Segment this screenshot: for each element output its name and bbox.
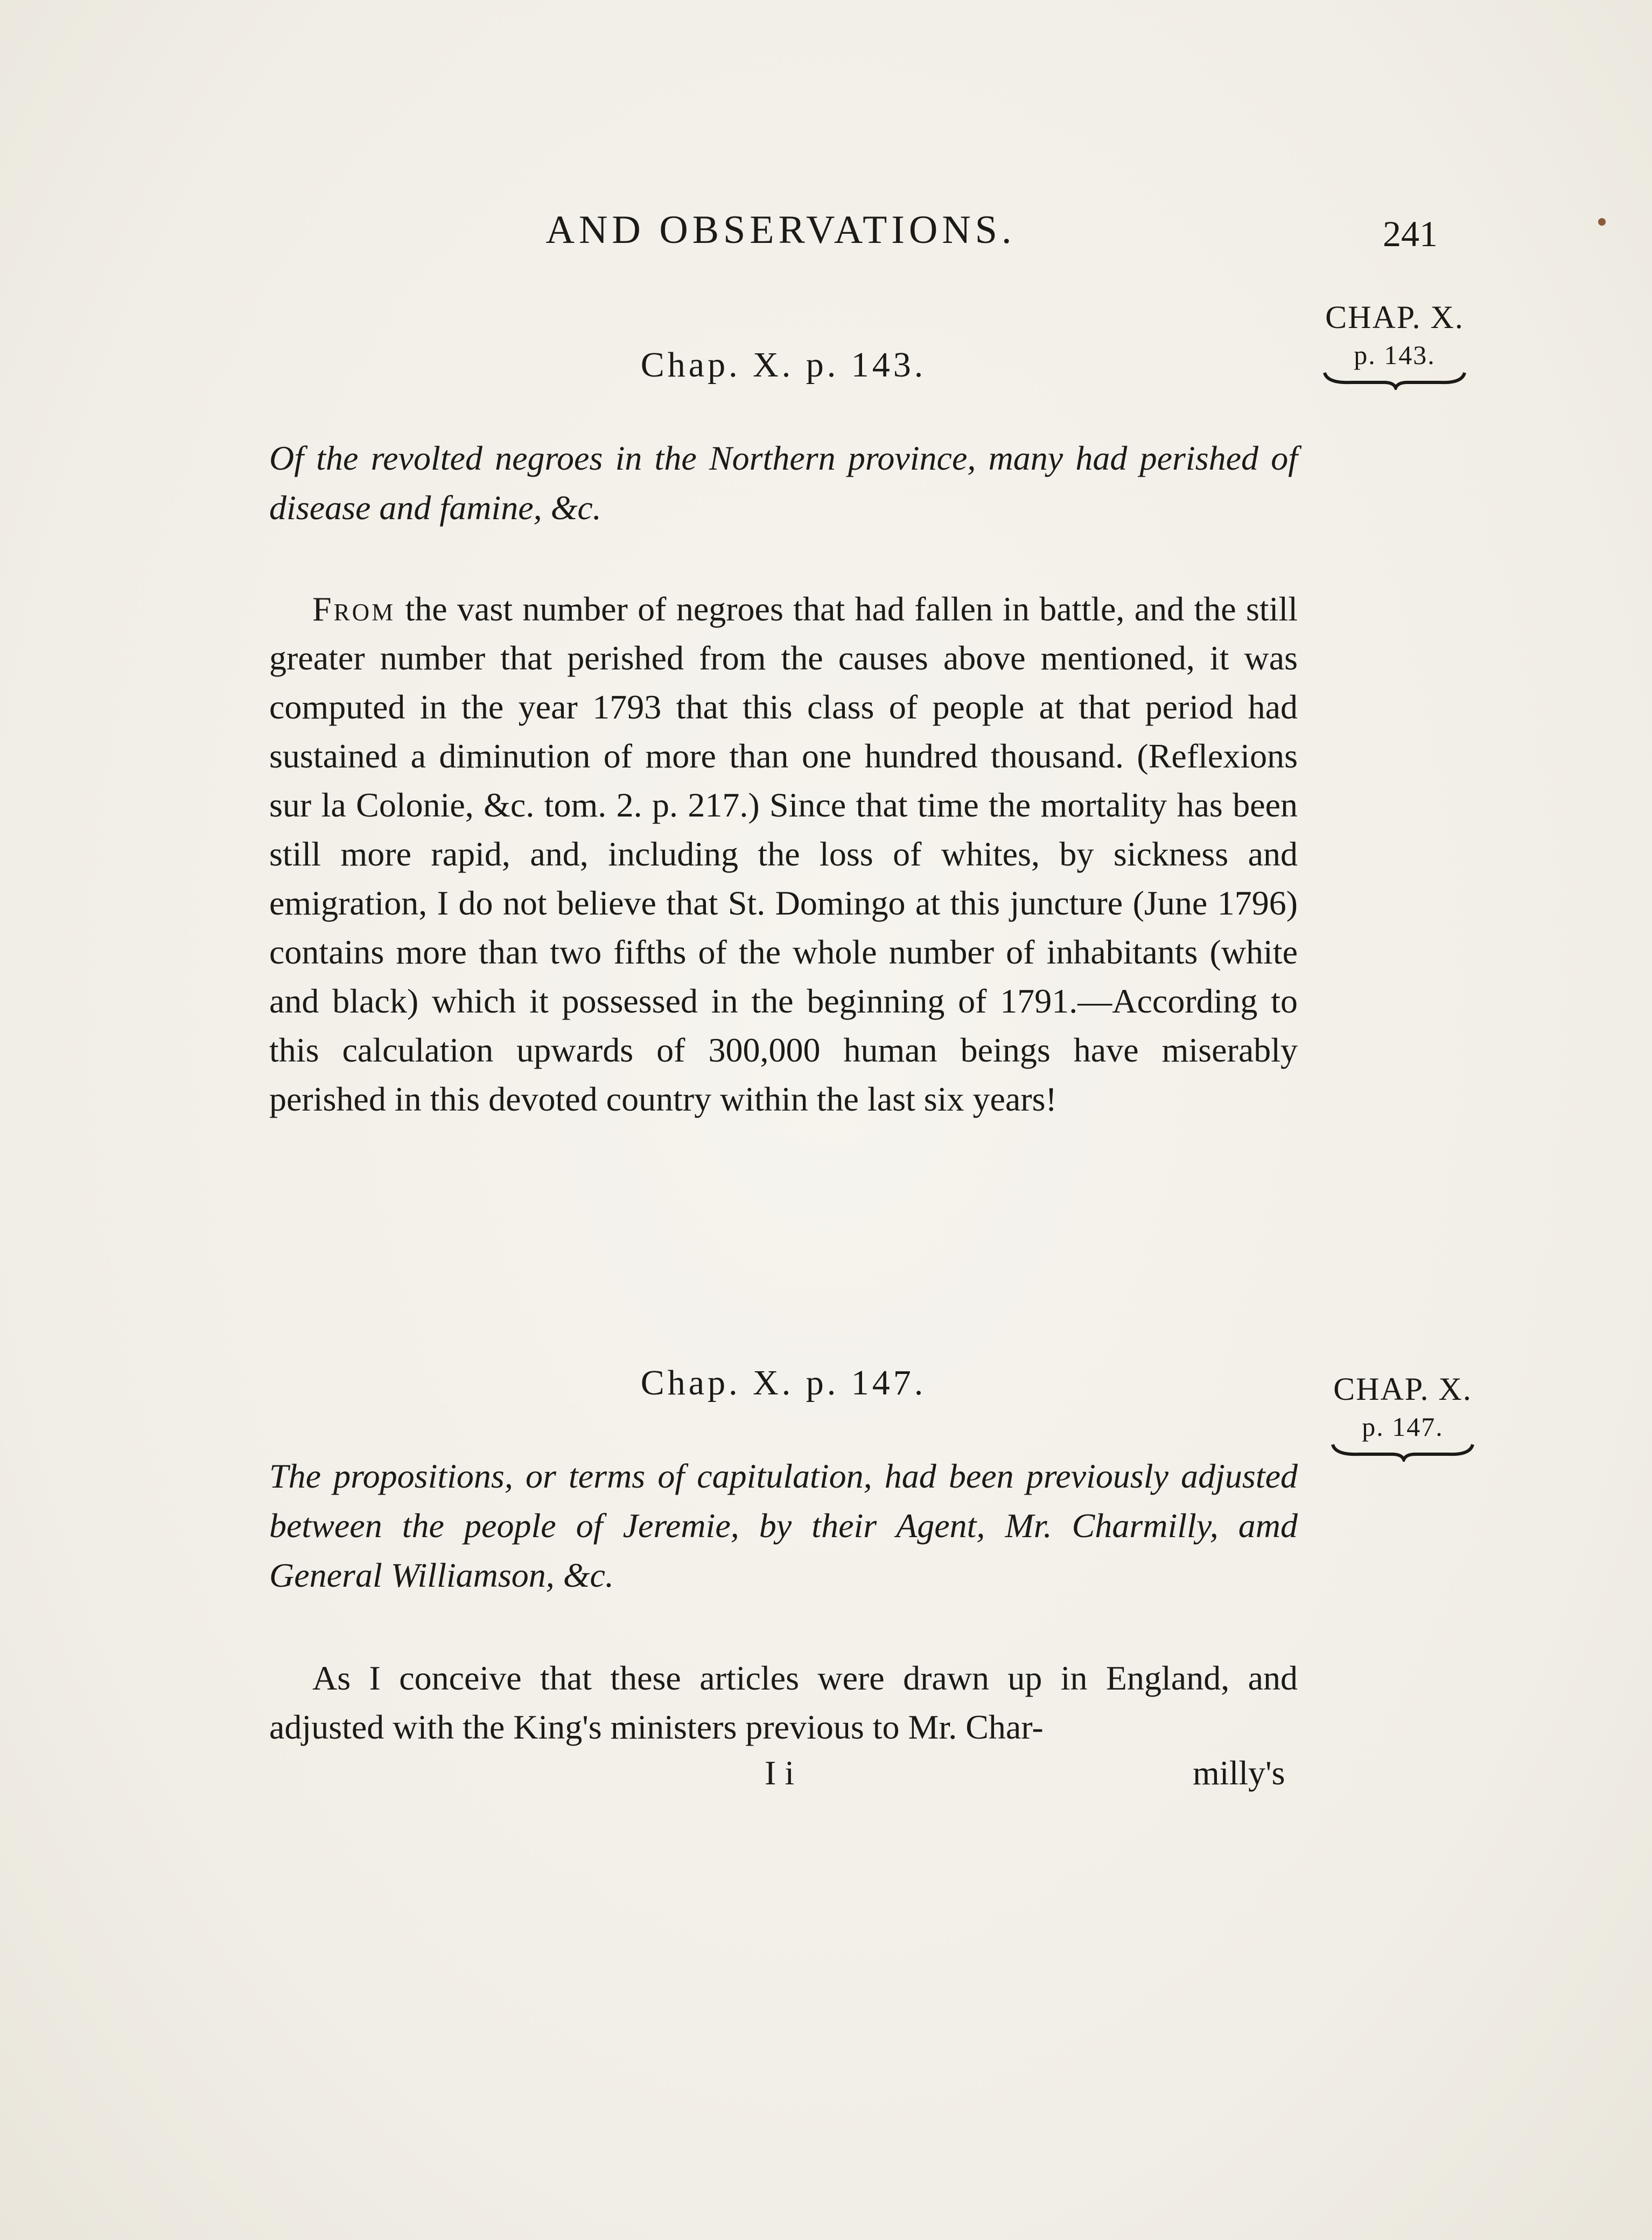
chapter-heading-143: Chap. X. p. 143. xyxy=(640,345,927,385)
page-number: 241 xyxy=(1383,213,1438,254)
brace-icon xyxy=(1314,368,1475,390)
sidenote-chap-143 xyxy=(1314,299,1475,390)
ink-spot xyxy=(1598,218,1606,226)
sidenote-chap-label: CHAP. X. xyxy=(1325,299,1464,335)
lemma-paragraph-147: The propositions, or terms of capitulation, had been previously adjusted between the people of Jeremie, by their Agent, Mr. Charmilly, amd General Williamson, &c. xyxy=(269,1457,1298,1594)
sidenote-page-ref: p. 143. xyxy=(1354,340,1436,370)
sidenote-page-ref: p. 147. xyxy=(1362,1412,1444,1442)
commentary-paragraph-143 xyxy=(269,584,1298,1124)
sidenote-chap-label: CHAP. X. xyxy=(1333,1371,1472,1407)
commentary-paragraph-147: As I conceive that these articles were drawn up in England, and adjusted with the King's ministers previous to Mr. Char- xyxy=(269,1659,1298,1746)
chapter-heading-147: Chap. X. p. 147. xyxy=(640,1363,927,1402)
commentary-text: the vast number of negroes that had fallen in battle, and the still greater number that perished from the causes above mentioned, it was computed in the year 1793 that this class of people at that period had sustained a diminution of more than one hundred thousand. (Reflexions sur la Colonie, &c. tom. 2. p. 217.) Since that time the mortality has been still more rapid, and, including the loss of whites, by sickness and emigration, I do not believe that St. Domingo at this juncture (June 1796) contains more than two fifths of the whole number of inhabitants (white and black) which it possessed in the beginning of 1791.—According to this calculation upwards of 300,000 human beings have miserably perished in this devoted country within the last six years! xyxy=(269,590,1298,1118)
sidenote-chap-147 xyxy=(1322,1371,1483,1462)
lead-word: From xyxy=(312,590,396,628)
lemma-paragraph-143: Of the revolted negroes in the Northern province, many had perished of disease and famine, &c. xyxy=(269,439,1298,527)
signature-mark: I i xyxy=(765,1754,795,1792)
running-title: AND OBSERVATIONS. xyxy=(545,208,1016,252)
catchword: milly's xyxy=(1193,1754,1285,1792)
brace-icon xyxy=(1322,1440,1483,1462)
